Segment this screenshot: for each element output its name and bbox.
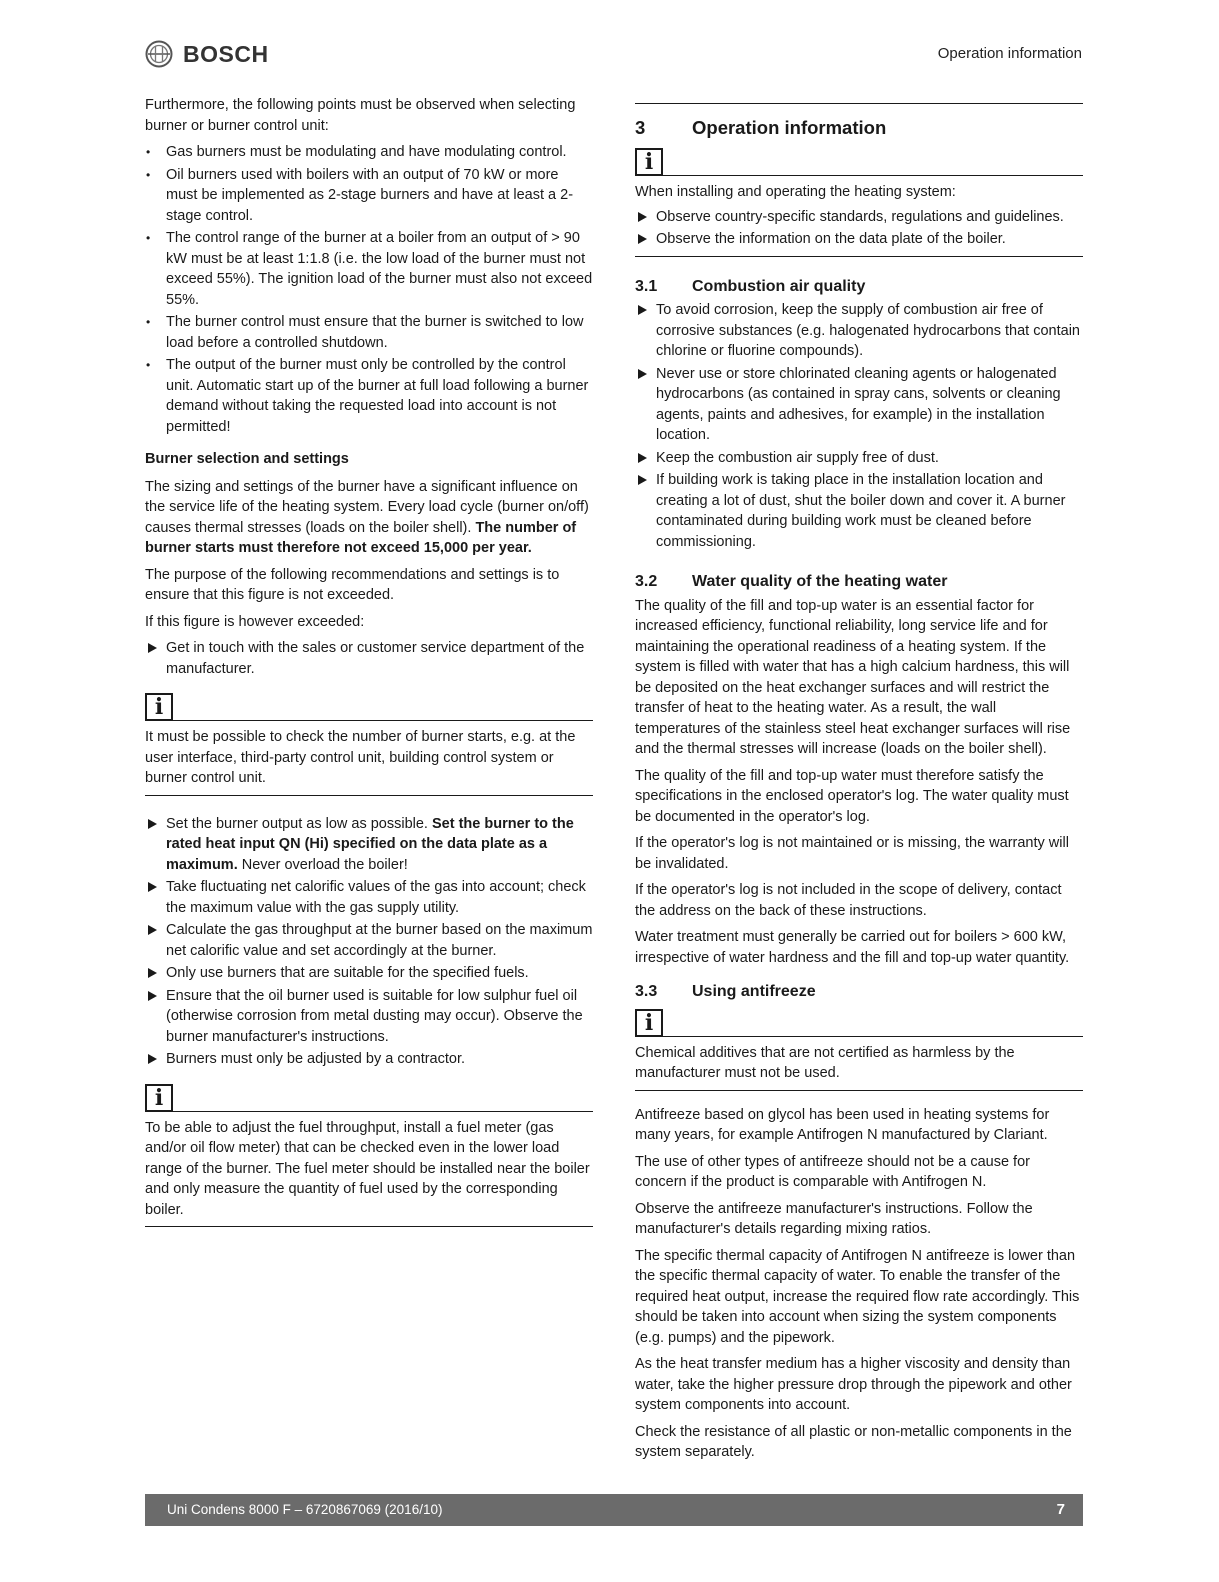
action-tail: Never overload the boiler! bbox=[241, 856, 408, 873]
section-number: 3.2 bbox=[635, 573, 658, 590]
purpose-paragraph: The purpose of the following recommendations and settings is to ensure that this figure is not exceeded. bbox=[145, 566, 560, 603]
list-item: Observe the information on the data plate of the boiler. bbox=[635, 229, 1083, 250]
paragraph: The use of other types of antifreeze should not be a cause for concern if the product is comparable with Antifrogen N. bbox=[635, 1153, 1030, 1190]
section-3-2-heading bbox=[635, 572, 1083, 593]
list-item: Get in touch with the sales or customer service department of the manufacturer. bbox=[145, 638, 593, 679]
section-3-1-heading bbox=[635, 277, 1083, 298]
list-item: • The output of the burner must only be controlled by the control unit. Automatic start up of the burner at full load following a burner demand without taking the requested load into account is not permitted! bbox=[145, 355, 593, 437]
paragraph: Check the resistance of all plastic or non-metallic components in the system separately. bbox=[635, 1423, 1072, 1460]
paragraph: Water treatment must generally be carried out for boilers > 600 kW, irrespective of water hardness and the fill and top-up water quantity. bbox=[635, 929, 1070, 966]
info-icon: i bbox=[635, 1009, 663, 1037]
brand-name: BOSCH bbox=[183, 40, 269, 67]
section-title: Operation information bbox=[692, 117, 887, 138]
exceeded-paragraph: If this figure is however exceeded: bbox=[145, 613, 365, 630]
list-item: Never use or store chlorinated cleaning agents or halogenated hydrocarbons (as contained in spray cans, solvents or cleaning agents, paints and adhesives, for example) in the installation location. bbox=[635, 364, 1083, 446]
action-bold: Set the burner to the rated heat input QN (Hi) specified on the data plate as a maximum. bbox=[166, 815, 574, 873]
paragraph: As the heat transfer medium has a higher viscosity and density than water, take the higher pressure drop through the pipework and other system components into account. bbox=[635, 1356, 1072, 1413]
info-text: When installing and operating the heating system: bbox=[635, 184, 956, 200]
info-text: It must be possible to check the number of burner starts, e.g. at the user interface, third-party control unit, building control system or burner control unit. bbox=[145, 729, 576, 786]
right-column bbox=[635, 95, 1083, 1469]
list-item: • Gas burners must be modulating and have modulating control. bbox=[145, 142, 593, 163]
section-number: 3.1 bbox=[635, 277, 658, 295]
info-text: To be able to adjust the fuel throughput, install a fuel meter (gas and/or oil flow meter) that can be checked even in the lower load range of the burner. The fuel meter should be installed near the boiler and only measure the quantity of fuel used by the corresponding boiler. bbox=[145, 1119, 590, 1218]
list-item: • The burner control must ensure that the burner is switched to low load before a controlled shutdown. bbox=[145, 312, 593, 353]
info-icon: i bbox=[145, 693, 173, 721]
contact-list bbox=[145, 638, 593, 679]
list-item: Only use burners that are suitable for the specified fuels. bbox=[145, 963, 593, 984]
paragraph: The specific thermal capacity of Antifrogen N antifreeze is lower than the specific thermal capacity of water. To enable the transfer of the required heat output, increase the required flow rate accordingly. This should be taken into account when sizing the system components (e.g. pumps) and the pipework. bbox=[635, 1247, 1080, 1346]
bosch-armature-icon bbox=[145, 40, 173, 68]
running-header: Operation information bbox=[937, 45, 1082, 62]
list-item: • The control range of the burner at a boiler from an output of > 90 kW must be at least 1:1.8 (i.e. the low load of the burner must not exceed 55%). The ignition load of the burner must also not exceed 55%. bbox=[145, 228, 593, 310]
info-box-operation bbox=[635, 148, 1083, 257]
section-3-heading bbox=[635, 116, 1083, 140]
paragraph: Antifreeze based on glycol has been used in heating systems for many years, for example Antifrogen N manufactured by Clariant. bbox=[635, 1106, 1050, 1143]
section-title: Water quality of the heating water bbox=[692, 573, 948, 590]
section-number: 3.3 bbox=[635, 983, 658, 1000]
list-item: If building work is taking place in the installation location and creating a lot of dust, shut the boiler down and cover it. A burner contaminated during building work must be cleaned before commissioning. bbox=[635, 470, 1083, 552]
section-title: Using antifreeze bbox=[692, 983, 816, 1000]
burner-selection-heading: Burner selection and settings bbox=[145, 451, 349, 467]
list-item: Burners must only be adjusted by a contractor. bbox=[145, 1049, 593, 1070]
left-column bbox=[145, 95, 593, 1241]
list-item bbox=[145, 814, 593, 876]
info-box-burner-starts bbox=[145, 693, 593, 796]
sizing-paragraph bbox=[145, 477, 593, 559]
section-3-3-heading bbox=[635, 982, 1083, 1003]
action-text: Set the burner output as low as possible. bbox=[166, 815, 428, 832]
sizing-text: The sizing and settings of the burner have a significant influence on the service life of the heating system. Every load cycle (burner on/off) causes thermal stresses (loads on the boiler shell). bbox=[145, 478, 589, 536]
page-number: 7 bbox=[1056, 1500, 1065, 1518]
section-title: Combustion air quality bbox=[692, 277, 866, 295]
list-item: Ensure that the oil burner used is suitable for low sulphur fuel oil (otherwise corrosion from metal dusting may occur). Observe the burner manufacturer's instructions. bbox=[145, 986, 593, 1048]
list-item: • Oil burners used with boilers with an output of 70 kW or more must be implemented as 2-stage burners and have at least a 2-stage control. bbox=[145, 165, 593, 227]
section-number: 3 bbox=[635, 117, 646, 138]
list-item: Take fluctuating net calorific values of the gas into account; check the maximum value with the gas supply utility. bbox=[145, 877, 593, 918]
burner-actions-list bbox=[145, 814, 593, 1070]
paragraph: If the operator's log is not included in the scope of delivery, contact the address on the back of these instructions. bbox=[635, 882, 1062, 919]
info-text: Chemical additives that are not certified as harmless by the manufacturer must not be used. bbox=[635, 1044, 1015, 1081]
paragraph: The quality of the fill and top-up water is an essential factor for increased efficiency, functional reliability, long service life and for maintaining the operational readiness of a heating system. If the system is filled with water that has a high calcium hardness, this will be deposited on the heat exchanger surfaces and will restrict the transfer of heat to the heating water. As a result, the wall temperatures of the stainless steel heat exchanger surfaces will rise and the thermal stresses will increase (loads on the boiler shell). bbox=[635, 597, 1071, 757]
page-footer bbox=[145, 1494, 1083, 1526]
paragraph: If the operator's log is not maintained or is missing, the warranty will be invalidated. bbox=[635, 835, 1069, 872]
sizing-bold: The number of burner starts must therefore not exceed 15,000 per year. bbox=[145, 519, 577, 556]
paragraph: Observe the antifreeze manufacturer's instructions. Follow the manufacturer's details regarding mixing ratios. bbox=[635, 1200, 1033, 1237]
list-item: Calculate the gas throughput at the burner based on the maximum net calorific value and set accordingly at the burner. bbox=[145, 920, 593, 961]
info-icon: i bbox=[145, 1084, 173, 1112]
paragraph: The quality of the fill and top-up water must therefore satisfy the specifications in the enclosed operator's log. The water quality must be documented in the operator's log. bbox=[635, 767, 1069, 825]
info-box-fuel-meter bbox=[145, 1084, 593, 1228]
operation-list bbox=[635, 207, 1083, 250]
combustion-air-list bbox=[635, 300, 1083, 552]
list-item: Observe country-specific standards, regulations and guidelines. bbox=[635, 207, 1083, 228]
list-item: To avoid corrosion, keep the supply of combustion air free of corrosive substances (e.g. halogenated hydrocarbons that contain chlorine or fluorine compounds). bbox=[635, 300, 1083, 362]
intro-paragraph: Furthermore, the following points must be observed when selecting burner or burner control unit: bbox=[145, 97, 576, 134]
info-box-antifreeze bbox=[635, 1009, 1083, 1091]
burner-requirements-list bbox=[145, 142, 593, 437]
footer-doc-id: Uni Condens 8000 F – 6720867069 (2016/10) bbox=[167, 1501, 443, 1517]
bosch-logo bbox=[145, 40, 269, 68]
info-icon: i bbox=[635, 148, 663, 176]
list-item: Keep the combustion air supply free of dust. bbox=[635, 448, 1083, 469]
